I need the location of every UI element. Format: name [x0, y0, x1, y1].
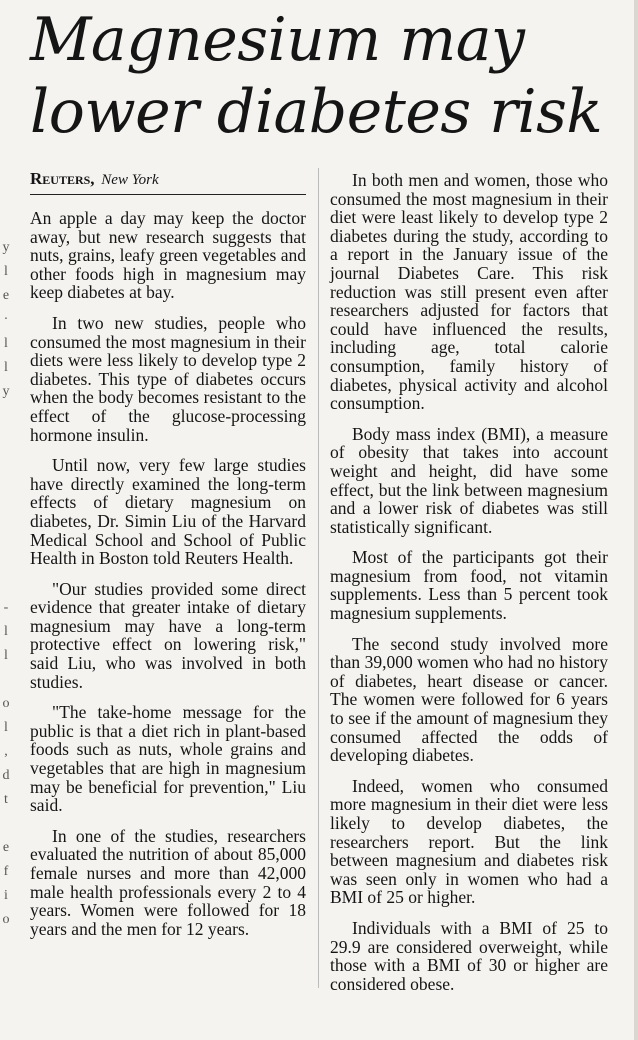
headline-line-2: lower diabetes risk	[30, 77, 603, 147]
paragraph-5: "The take-home message for the public is that a diet rich in plant-based foods such as nuts, whole grains and vegetables that are high in magnesium may be beneficial for prevention," Liu said.	[30, 702, 306, 816]
byline-agency: Reuters,	[30, 169, 95, 188]
column-divider	[318, 168, 319, 988]
paragraph-11: Indeed, women who consumed more magnesium in their diet were less likely to develop diabetes, the researchers report. But the link between magnesium and diabetes risk was seen only in women who had a BMI of 25 or higher.	[330, 775, 608, 908]
page-edge	[634, 0, 638, 1040]
paragraph-7: In both men and women, those who consumed the most magnesium in their diet were least likely to develop type 2 diabetes during the study, according to a report in the January issue of the journal Diabetes Care. This risk reduction was still present even after researchers adjusted for factors that could have influenced the results, including age, total calorie consumption, family history of diabetes, physical activity and alcohol consumption.	[330, 170, 608, 414]
paragraph-9: Most of the participants got their magnesium from food, not vitamin supplements. Less than 5 percent took magnesium supplements.	[330, 547, 608, 624]
article-column-right	[330, 168, 608, 1005]
byline-location: New York	[101, 172, 159, 188]
paragraph-6: In one of the studies, researchers evaluated the nutrition of about 85,000 female nurses and more than 42,000 male health professionals every 2 to 4 years. Women were followed for 18 years and the men for 12 years.	[30, 825, 306, 939]
paragraph-12: Individuals with a BMI of 25 to 29.9 are considered overweight, while those with a BMI of 30 or higher are considered obese.	[330, 917, 608, 994]
headline-line-1: Magnesium may	[30, 5, 525, 75]
paragraph-1: An apple a day may keep the doctor away, but new research suggests that nuts, grains, leafy green vegetables and other foods high in magnesium may keep diabetes at bay.	[30, 208, 306, 303]
paragraph-3: Until now, very few large studies have directly examined the long-term effects of dietary magnesium on diabetes, Dr. Simin Liu of the Harvard Medical School and School of Public Health in Boston told Reuters Health.	[30, 455, 306, 569]
paragraph-8: Body mass index (BMI), a measure of obesity that takes into account weight and height, did have some effect, but the link between magnesium and a lower risk of diabetes was still statistically significant.	[330, 423, 608, 537]
headline	[30, 4, 630, 148]
article-column-left	[30, 168, 306, 950]
paragraph-2: In two new studies, people who consumed the most magnesium in their diets were less likely to develop type 2 diabetes. This type of diabetes occurs when the body becomes resistant to the effect of the glucose-processing hormone insulin.	[30, 312, 306, 445]
paragraph-10: The second study involved more than 39,000 women who had no history of diabetes, heart disease or cancer. The women were followed for 6 years to see if the amount of magnesium they consumed affected the odds of developing diabetes.	[330, 633, 608, 766]
adjacent-column-fragment: y l e · l l y - l l o l , d t e f i o	[2, 240, 10, 927]
paragraph-4: "Our studies provided some direct evidence that greater intake of dietary magnesium may have a long-term protective effect on lowering risk," said Liu, who was involved in both studies.	[30, 578, 306, 692]
byline	[30, 168, 306, 195]
